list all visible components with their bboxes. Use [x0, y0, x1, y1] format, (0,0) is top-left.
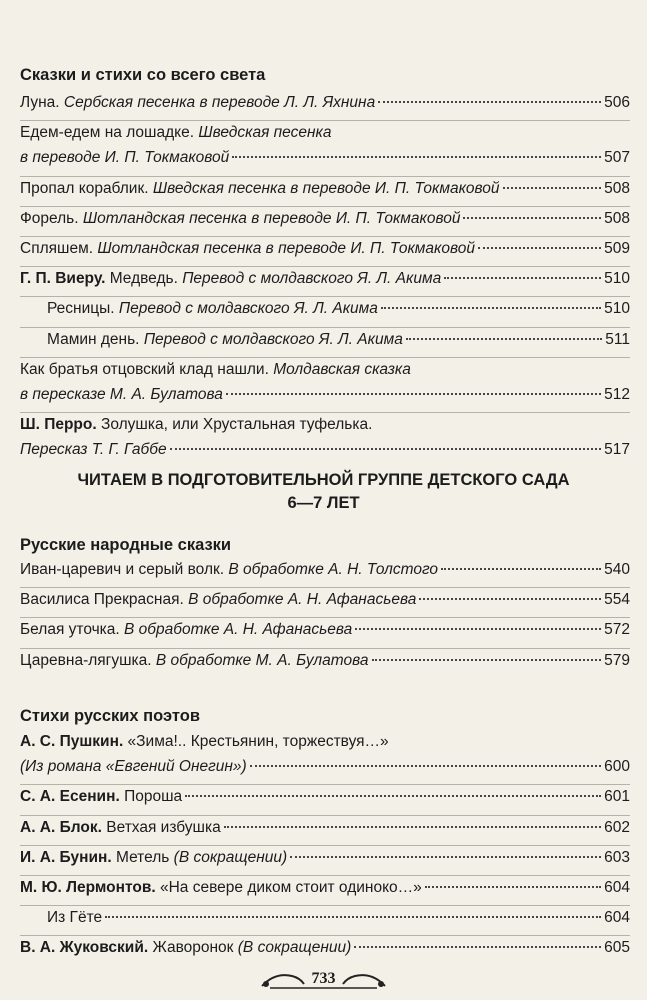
entry-author: С. А. Есенин.: [20, 788, 120, 806]
entry-note: Шведская песенка: [198, 124, 332, 142]
toc-entry-line: [47, 909, 630, 934]
entry-divider: [20, 266, 630, 267]
entry-title: Иван-царевич и серый волк.: [20, 561, 229, 578]
entry-page-number: 601: [604, 788, 630, 806]
entry-page-number: 604: [604, 879, 630, 896]
entry-divider: [20, 784, 630, 785]
entry-title: Едем-едем на лошадке.: [20, 124, 199, 142]
toc-entry: [47, 331, 630, 356]
toc-entry-line: [20, 361, 630, 386]
entry-divider: [20, 875, 630, 876]
entry-author: А. А. Блок.: [20, 818, 102, 836]
dot-leader: [378, 101, 601, 103]
entry-divider: [20, 236, 630, 237]
entry-text: [47, 331, 403, 349]
toc-entry: [20, 361, 630, 411]
toc-entry-line: [20, 94, 630, 119]
dot-leader: [105, 916, 601, 918]
toc-entry-line: [47, 300, 630, 325]
toc-entry: [20, 210, 630, 235]
entry-note: В обработке А. Н. Афанасьева: [188, 591, 417, 609]
entry-text: [47, 909, 102, 927]
toc-entry: [20, 180, 630, 205]
dot-leader: [224, 826, 601, 828]
entry-page-number: 554: [604, 591, 630, 609]
toc-entry: [20, 879, 630, 904]
entry-title: Метель: [111, 848, 174, 866]
dot-leader: [232, 156, 601, 158]
entry-note: Пересказ Т. Г. Габбе: [20, 441, 167, 459]
toc-entry-line: [20, 416, 630, 441]
entry-note: (В сокращении): [173, 848, 288, 866]
entry-page-number: 600: [604, 758, 630, 775]
entry-text: [20, 210, 460, 228]
entry-text: [20, 180, 500, 198]
entry-title: Мамин день.: [47, 330, 144, 348]
entry-title: Форель.: [20, 209, 83, 227]
toc-entry-line: [20, 591, 630, 616]
toc-entry: [20, 240, 630, 265]
group-heading: ЧИТАЕМ В ПОДГОТОВИТЕЛЬНОЙ ГРУППЕ ДЕТСКОГО САДА: [77, 471, 570, 489]
entry-page-number: 512: [604, 385, 630, 403]
entry-note: Молдавская сказка: [273, 360, 411, 378]
entry-author: М. Ю. Лермонтов.: [20, 879, 156, 896]
entry-text: [20, 94, 375, 112]
dot-leader: [406, 338, 602, 340]
entry-divider: [20, 935, 630, 936]
entry-title: Медведь.: [105, 270, 183, 288]
entry-title: Золушка, или Хрустальная туфелька.: [96, 416, 373, 434]
entry-note: (Из романа «Евгений Онегин»): [20, 758, 247, 775]
entry-divider: [20, 648, 630, 649]
toc-entry-line: [20, 149, 630, 174]
entry-text: [20, 561, 438, 579]
dot-leader: [354, 946, 601, 948]
entry-divider: [20, 176, 630, 177]
entry-text: [20, 270, 441, 288]
entry-divider: [20, 327, 630, 328]
entry-page-number: 540: [604, 561, 630, 578]
toc-entry: [20, 819, 630, 844]
entry-text: [20, 621, 352, 639]
dot-leader: [381, 307, 601, 309]
entry-text: [47, 300, 378, 318]
entry-title: Луна.: [20, 94, 64, 111]
entry-text: [20, 441, 167, 459]
entry-title: Белая уточка.: [20, 621, 125, 639]
entry-page-number: 579: [604, 651, 630, 669]
entry-divider: [20, 617, 630, 618]
entry-text: [20, 386, 223, 404]
entry-text: [20, 149, 229, 167]
entry-divider: [20, 296, 630, 297]
entry-text: [20, 591, 416, 609]
entry-note: Сербская песенка в переводе Л. Л. Яхнина: [63, 94, 376, 111]
entry-text: [20, 652, 369, 670]
entry-text: [20, 788, 182, 806]
entry-text: [20, 361, 411, 379]
toc-entry: [20, 124, 630, 174]
entry-page-number: 603: [604, 848, 630, 866]
entry-title: Василиса Прекрасная.: [20, 591, 189, 609]
toc-entry: [20, 591, 630, 616]
entry-divider: [20, 845, 630, 846]
entry-author: Г. П. Виеру.: [20, 270, 106, 288]
toc-entry: [20, 561, 630, 586]
toc-entry-line: [20, 561, 630, 586]
entry-page-number: 507: [604, 149, 630, 167]
dot-leader: [425, 886, 601, 888]
entry-title: Пропал кораблик.: [20, 179, 153, 197]
entry-note: Перевод с молдавского Я. Л. Акима: [143, 330, 403, 348]
toc-entry-line: [20, 621, 630, 646]
entry-title: Царевна-лягушка.: [20, 651, 156, 669]
entry-text: [20, 939, 351, 957]
entry-page-number: 508: [604, 209, 630, 227]
entry-text: [20, 733, 389, 751]
toc-entry: [20, 849, 630, 874]
entry-note: В обработке А. Н. Афанасьева: [124, 621, 353, 639]
dot-leader: [463, 217, 601, 219]
toc-entry: [20, 94, 630, 119]
entry-divider: [20, 120, 630, 121]
entry-text: [20, 124, 331, 142]
toc-entry-line: [20, 758, 630, 783]
entry-page-number: 510: [604, 270, 630, 288]
entry-page-number: 604: [604, 909, 630, 927]
entry-title: Жаворонок: [148, 939, 238, 957]
entry-page-number: 605: [604, 939, 630, 957]
entry-note: (В сокращении): [237, 939, 352, 957]
group-age: 6—7 ЛЕТ: [287, 494, 360, 512]
entry-note: В обработке А. Н. Толстого: [228, 561, 439, 578]
toc-entry-line: [20, 879, 630, 904]
toc-entry-line: [20, 849, 630, 874]
entry-title: Как братья отцовский клад нашли.: [20, 360, 274, 378]
entry-title: Ветхая избушка: [101, 818, 221, 836]
entry-divider: [20, 206, 630, 207]
entry-text: [20, 819, 221, 837]
dot-leader: [372, 659, 602, 661]
page-number: 733: [311, 970, 336, 987]
entry-note: В обработке М. А. Булатова: [155, 651, 369, 669]
entry-page-number: 572: [604, 621, 630, 639]
entry-text: [20, 416, 372, 434]
toc-entry-line: [20, 441, 630, 466]
entry-divider: [20, 357, 630, 358]
entry-author: И. А. Бунин.: [20, 848, 112, 866]
entry-note: в пересказе М. А. Булатова: [20, 385, 223, 403]
entry-divider: [20, 412, 630, 413]
entry-author: Ш. Перро.: [20, 416, 97, 434]
toc-entry: [47, 909, 630, 934]
dot-leader: [419, 598, 601, 600]
entry-page-number: 506: [604, 94, 630, 111]
toc-entry-line: [20, 939, 630, 964]
toc-entry-line: [20, 240, 630, 265]
entry-title: Ресницы.: [47, 300, 119, 318]
entry-note: Шведская песенка в переводе И. П. Токмаковой: [152, 179, 500, 197]
toc-entry-line: [20, 180, 630, 205]
section-title-world-tales: Сказки и стихи со всего света: [20, 66, 266, 84]
dot-leader: [170, 448, 602, 450]
dot-leader: [250, 765, 601, 767]
toc-entry: [20, 416, 630, 466]
entry-title: Из Гёте: [47, 909, 103, 927]
entry-note: Перевод с молдавского Я. Л. Акима: [182, 270, 442, 288]
entry-text: [20, 240, 475, 258]
toc-entry-line: [20, 733, 630, 758]
toc-entry: [20, 652, 630, 677]
entry-note: Перевод с молдавского Я. Л. Акима: [118, 300, 378, 318]
entry-note: в переводе И. П. Токмаковой: [20, 149, 230, 167]
toc-entry-line: [20, 788, 630, 813]
dot-leader: [290, 856, 601, 858]
dot-leader: [478, 247, 601, 249]
entry-page-number: 517: [604, 441, 630, 459]
entry-divider: [20, 587, 630, 588]
page-footer: [0, 962, 647, 994]
entry-page-number: 602: [604, 818, 630, 836]
toc-entry-line: [20, 210, 630, 235]
dot-leader: [226, 393, 601, 395]
entry-title: «На севере диком стоит одиноко…»: [155, 879, 422, 896]
toc-entry: [20, 621, 630, 646]
toc-entry-line: [20, 819, 630, 844]
dot-leader: [441, 568, 601, 570]
toc-entry-line: [20, 270, 630, 295]
entry-note: Шотландская песенка в переводе И. П. Токмаковой: [82, 209, 461, 227]
toc-entry: [20, 270, 630, 295]
section-title-russian-poets: Стихи русских поэтов: [20, 707, 200, 725]
toc-entry: [20, 939, 630, 964]
toc-entry-line: [47, 331, 630, 356]
toc-entry-line: [20, 652, 630, 677]
toc-entry: [20, 733, 630, 783]
entry-text: [20, 758, 247, 776]
section-title-folk-tales: Русские народные сказки: [20, 536, 232, 554]
entry-author: А. С. Пушкин.: [20, 733, 124, 750]
entry-author: В. А. Жуковский.: [20, 939, 149, 957]
entry-title: Пороша: [119, 788, 183, 806]
entry-title: Спляшем.: [20, 240, 98, 257]
entry-page-number: 511: [605, 330, 630, 348]
toc-entry-line: [20, 386, 630, 411]
entry-note: Шотландская песенка в переводе И. П. Токмаковой: [97, 240, 475, 257]
entry-page-number: 510: [604, 300, 630, 318]
entry-divider: [20, 905, 630, 906]
dot-leader: [185, 795, 601, 797]
entry-page-number: 509: [604, 240, 630, 257]
toc-entry-line: [20, 124, 630, 149]
dot-leader: [355, 628, 601, 630]
entry-text: [20, 849, 287, 867]
entry-divider: [20, 815, 630, 816]
toc-entry: [47, 300, 630, 325]
entry-text: [20, 879, 422, 897]
dot-leader: [444, 277, 601, 279]
entry-page-number: 508: [604, 179, 630, 197]
toc-entry: [20, 788, 630, 813]
entry-title: «Зима!.. Крестьянин, торжествуя…»: [123, 733, 389, 750]
dot-leader: [503, 187, 602, 189]
